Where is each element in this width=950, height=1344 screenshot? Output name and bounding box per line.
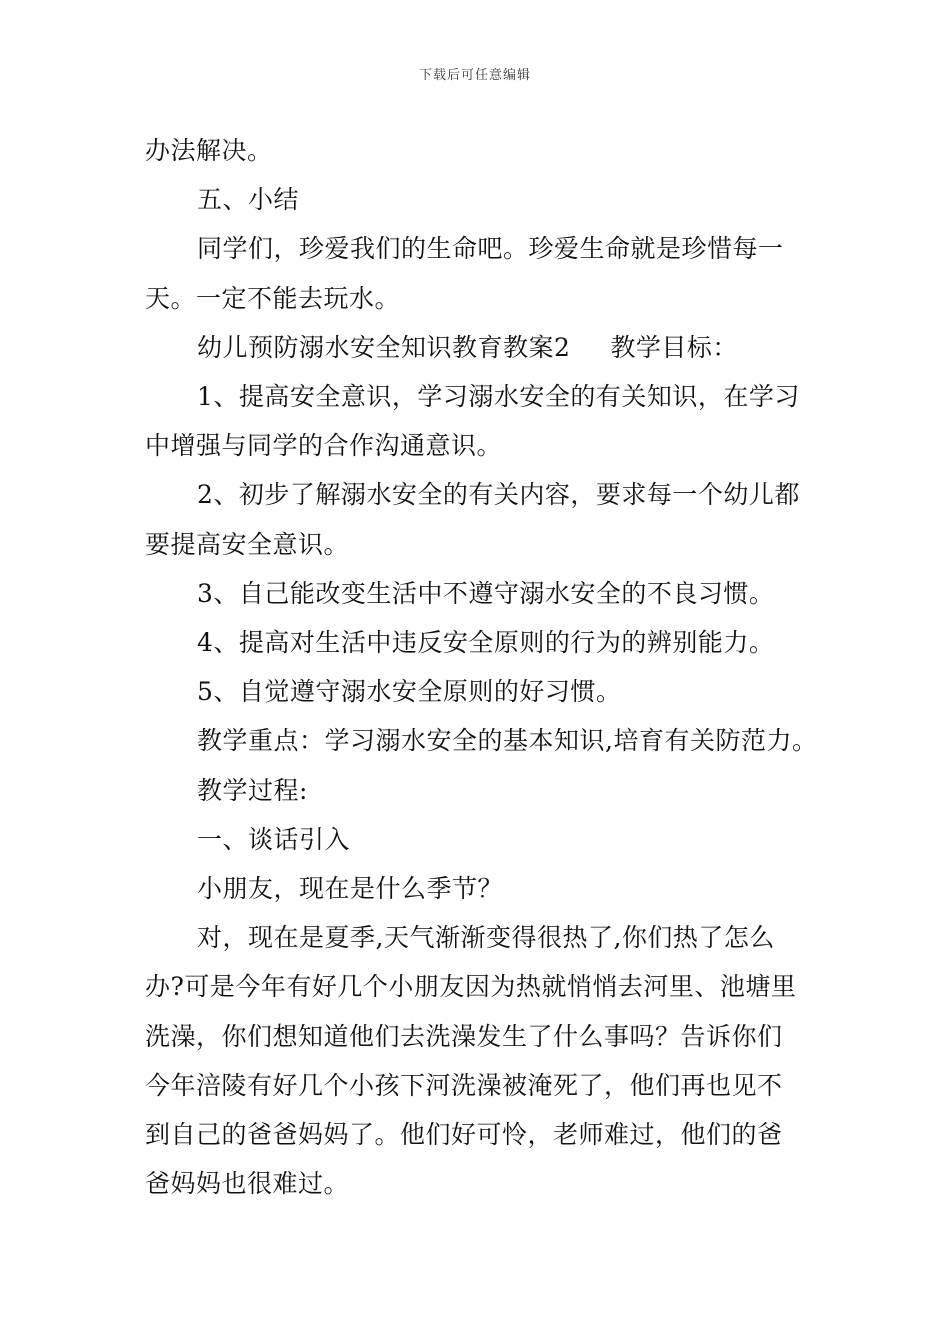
text-line: 到自己的爸爸妈妈了。他们好可怜，老师难过，他们的爸 bbox=[145, 1120, 783, 1150]
objective-item bbox=[145, 618, 810, 667]
text-line bbox=[145, 323, 810, 372]
paragraph bbox=[145, 913, 810, 1208]
text-line: 办法解决。 bbox=[145, 136, 273, 165]
key-point bbox=[145, 716, 818, 765]
paragraph bbox=[145, 864, 810, 913]
objectives-label: 教学目标： bbox=[610, 332, 738, 362]
text-line: 对，现在是夏季,天气渐渐变得很热了,你们热了怎么 bbox=[197, 923, 775, 953]
text-line: 小朋友，现在是什么季节？ bbox=[197, 874, 504, 904]
objective-item bbox=[145, 667, 810, 716]
text-line: 五、小结 bbox=[197, 185, 300, 215]
text-line: 同学们，珍爱我们的生命吧。珍爱生命就是珍惜每一 bbox=[197, 234, 784, 264]
text-line: 教学过程: bbox=[197, 775, 308, 805]
objective-item bbox=[145, 569, 810, 618]
text-line: 今年涪陵有好几个小孩下河洗澡被淹死了，他们再也见不 bbox=[145, 1070, 783, 1100]
page-header: 下载后可任意编辑 bbox=[418, 68, 531, 83]
text-line: 1、提高安全意识，学习溺水安全的有关知识，在学习 bbox=[197, 382, 800, 412]
section-heading bbox=[145, 815, 810, 864]
text-line: 一、谈话引入 bbox=[197, 824, 351, 854]
text-line: 洗澡，你们想知道他们去洗澡发生了什么事吗？告诉你们 bbox=[145, 1021, 783, 1051]
text-line: 办?可是今年有好几个小朋友因为热就悄悄去河里、池塘里 bbox=[145, 972, 797, 1002]
text-line: 爸妈妈也很难过。 bbox=[145, 1169, 350, 1199]
document-body bbox=[145, 126, 818, 1208]
text-line: 教学重点：学习溺水安全的基本知识,培育有关防范力。 bbox=[197, 726, 818, 756]
paragraph bbox=[145, 126, 810, 175]
objective-item bbox=[145, 372, 810, 470]
lesson-title-text: 幼儿预防溺水安全知识教育教案2 bbox=[197, 332, 571, 362]
text-line: 4、提高对生活中违反安全原则的行为的辨别能力。 bbox=[197, 628, 775, 658]
lesson-title bbox=[145, 323, 810, 372]
text-line: 5、自觉遵守溺水安全原则的好习惯。 bbox=[197, 677, 622, 707]
text-line: 3、自己能改变生活中不遵守溺水安全的不良习惯。 bbox=[197, 578, 775, 608]
section-heading bbox=[145, 175, 810, 224]
objective-item bbox=[145, 470, 810, 568]
paragraph bbox=[145, 224, 810, 322]
text-line: 2、初步了解溺水安全的有关内容，要求每一个幼儿都 bbox=[197, 480, 800, 510]
text-line: 天。一定不能去玩水。 bbox=[145, 283, 401, 313]
section-heading bbox=[145, 766, 810, 815]
text-line: 中增强与同学的合作沟通意识。 bbox=[145, 431, 503, 461]
text-line: 要提高安全意识。 bbox=[145, 529, 350, 559]
